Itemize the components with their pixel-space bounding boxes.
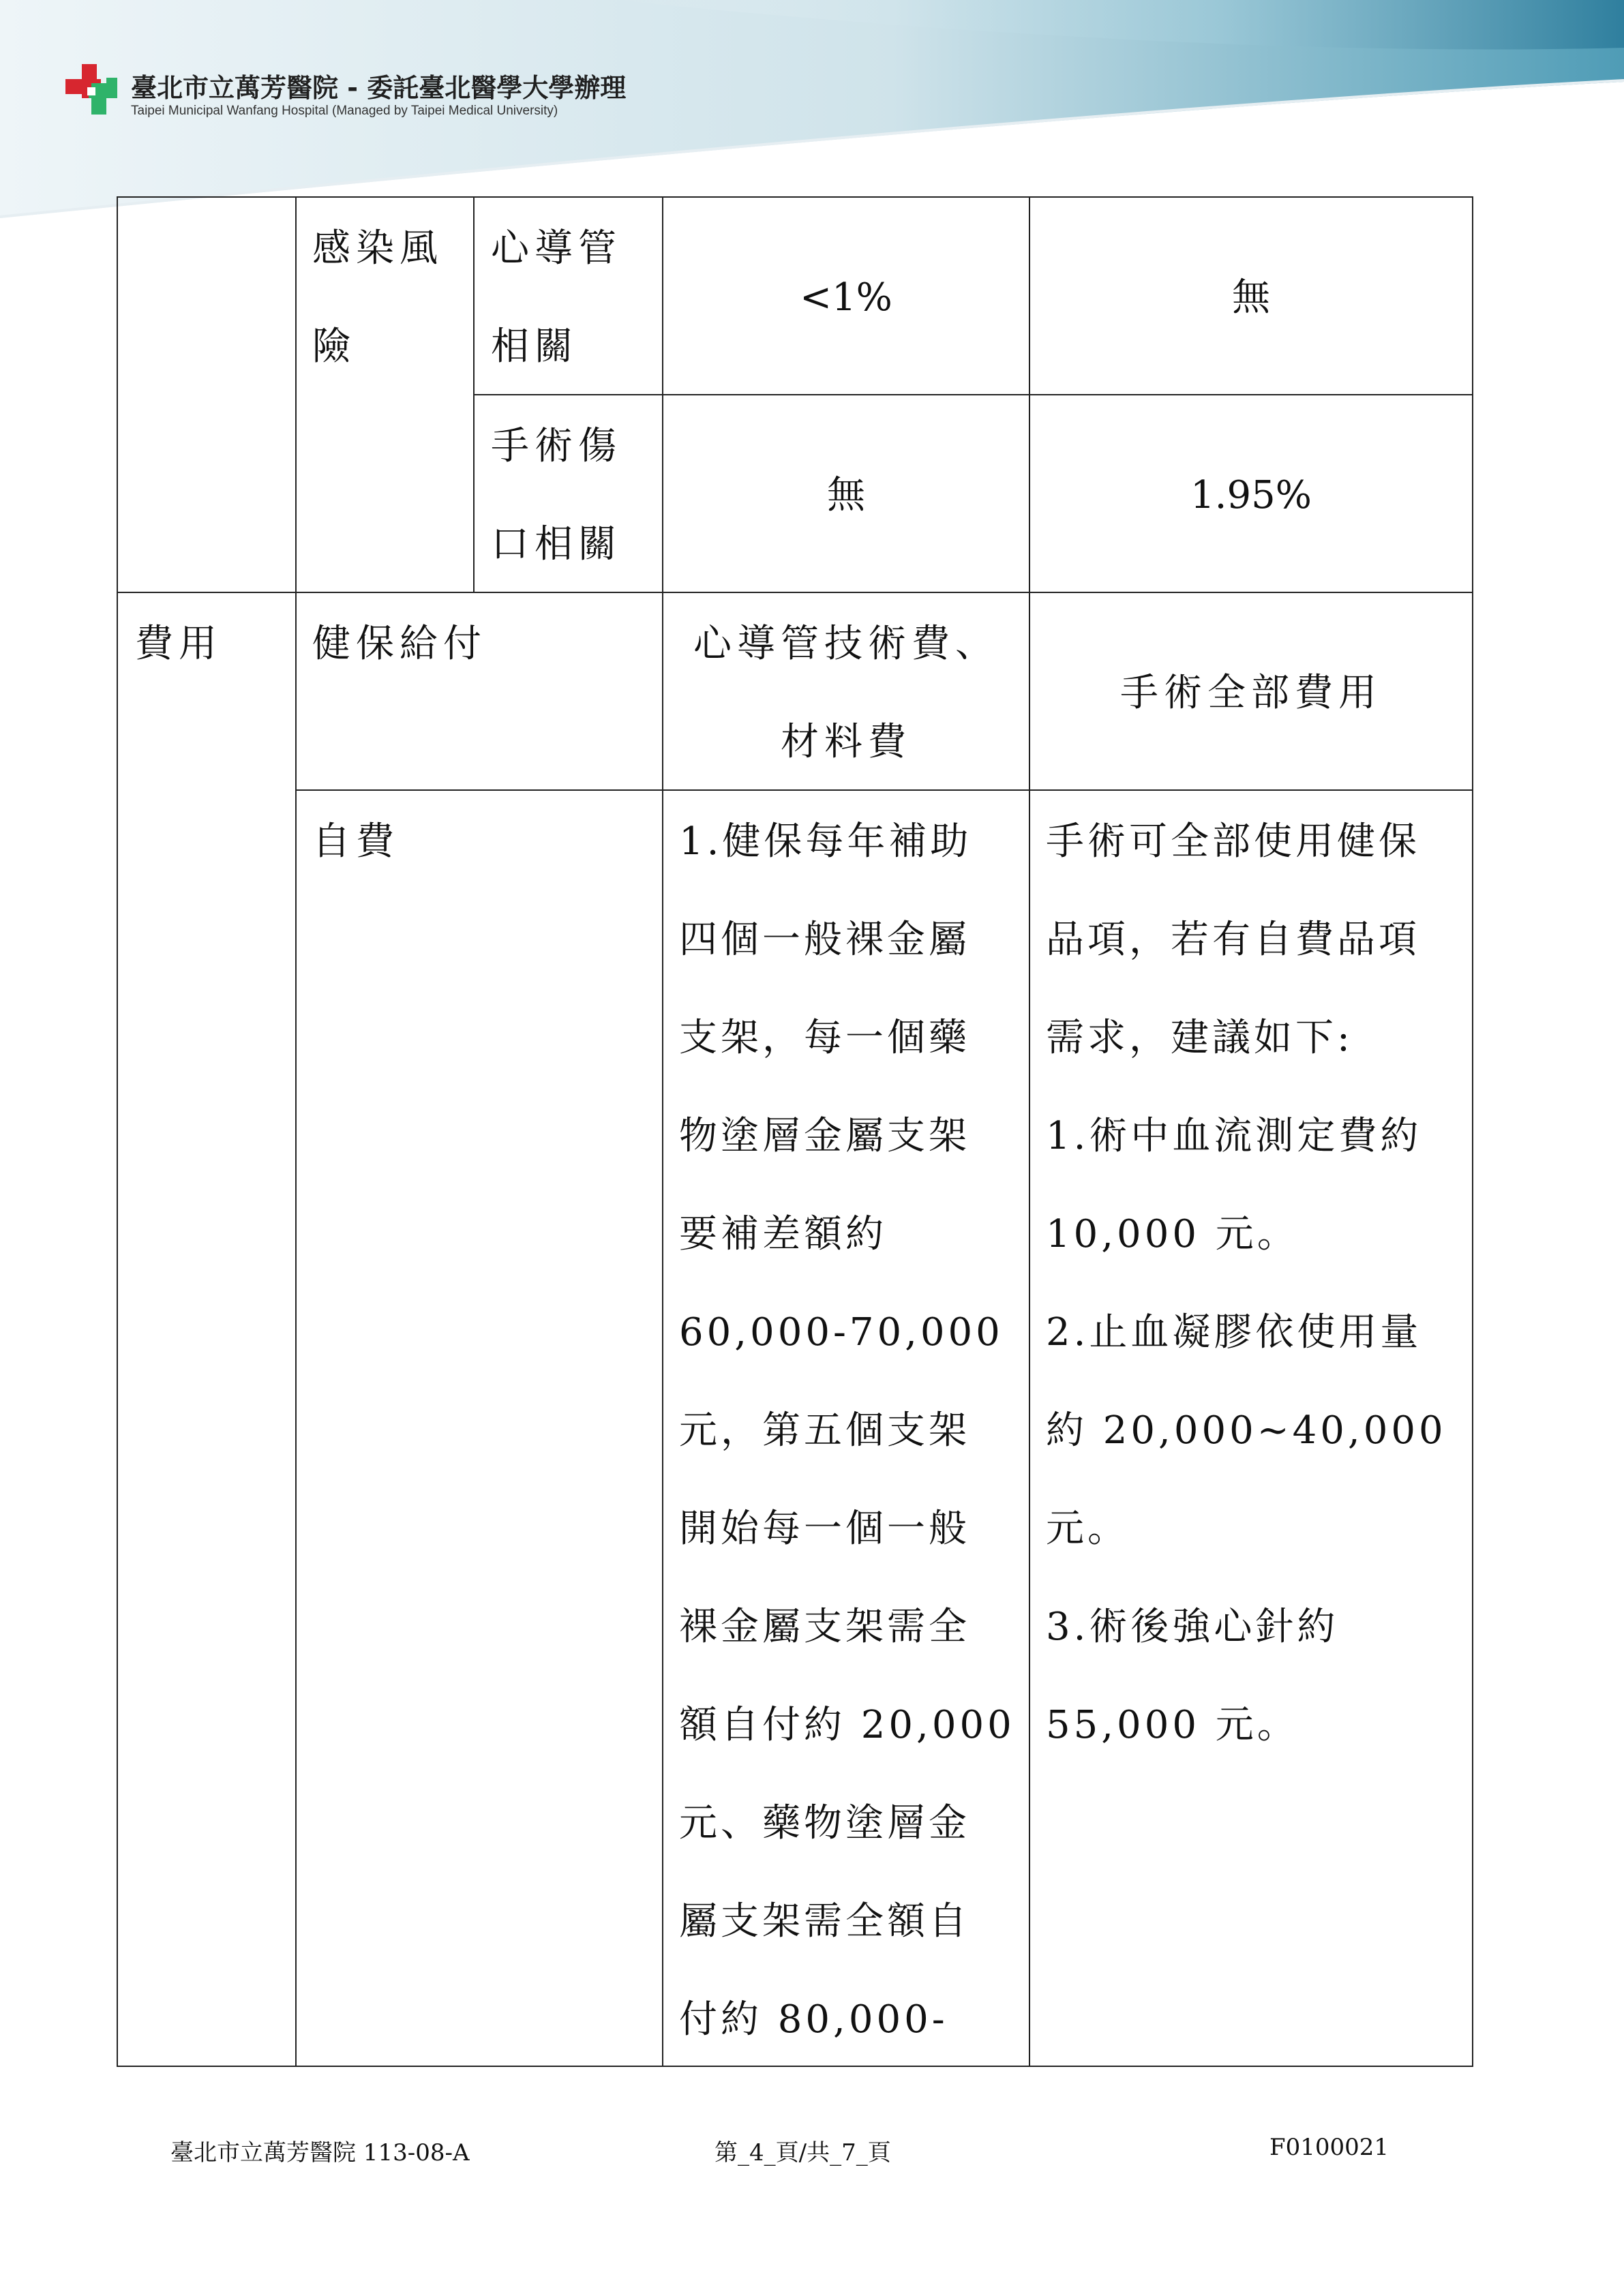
- wound-infection-pci-value: 無: [827, 473, 865, 517]
- catheter-related-label: 心導管 相關: [491, 226, 622, 369]
- catheter-infection-cabg-value: 無: [1232, 275, 1270, 320]
- hospital-title: 臺北市立萬芳醫院 - 委託臺北醫學大學辦理: [131, 73, 627, 103]
- footer-doc-ref: 臺北市立萬芳醫院 113-08-A: [170, 2139, 470, 2166]
- nhi-label: 健保給付: [312, 622, 487, 666]
- wound-infection-cabg-value: 1.95%: [1190, 473, 1312, 517]
- cost-label: 費用: [135, 622, 222, 666]
- self-pay-label: 自費: [312, 819, 400, 864]
- catheter-infection-pci-value: <1%: [800, 275, 892, 320]
- hospital-logo-icon: [60, 60, 121, 121]
- footer-page-number: 第_4_頁/共_7_頁: [715, 2139, 891, 2166]
- nhi-pci-value: 心導管技術費、 材料費: [693, 622, 999, 764]
- wound-related-label: 手術傷 口相關: [491, 424, 622, 567]
- nhi-cabg-value: 手術全部費用: [1120, 671, 1382, 715]
- hospital-subtitle: Taipei Municipal Wanfang Hospital (Managed by Taipei Medical University): [131, 104, 558, 118]
- self-pay-cabg-text: 手術可全部使用健保 品項，若有自費品項 需求，建議如下: 1.術中血流測定費約 10,000 元。 2.止血凝膠依使用量 約 20,000~40,000 元。 3.術後強心針約 55,000 元。: [1046, 819, 1447, 1747]
- footer-form-code: F0100021: [1269, 2134, 1389, 2161]
- infection-risk-label: 感染風 險: [312, 226, 443, 369]
- self-pay-pci-text: 1.健保每年補助 四個一般裸金屬 支架，每一個藥 物塗層金屬支架 要補差額約 60,000-70,000 元，第五個支架 開始每一個一般 裸金屬支架需全 額自付約 20,000 元、藥物塗層金 屬支架需全額自 付約 80,000-: [679, 819, 1015, 2042]
